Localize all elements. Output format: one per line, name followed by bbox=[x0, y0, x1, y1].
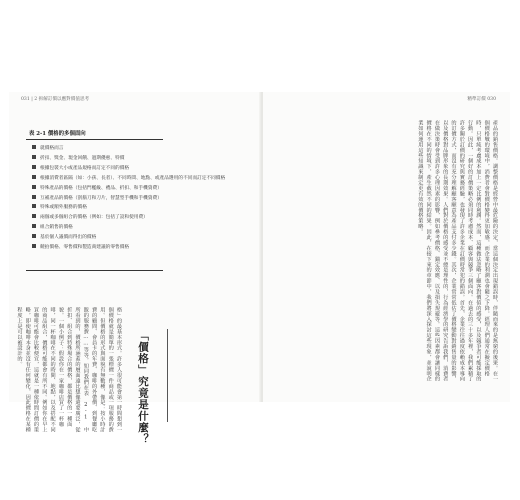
bullet-icon bbox=[32, 214, 36, 218]
section-heading: 「價格」究竟是什麼？ bbox=[137, 330, 149, 445]
bullet-icon bbox=[32, 155, 36, 159]
table-title: 表 2-1 價格的多個面向 bbox=[29, 131, 86, 137]
list-item: 競拍價格、零售價和製造商建議的零售價格 bbox=[32, 243, 163, 253]
bullet-icon bbox=[32, 165, 36, 169]
table-top-rule bbox=[26, 139, 163, 140]
list-item: 互補產品的價格（刮鬍刀和刀片，智慧型手機和手機資費） bbox=[32, 194, 163, 204]
list-item: 特殊或額外服務的價格 bbox=[32, 203, 163, 213]
list-item: 基於個人議價而得出的價格 bbox=[32, 233, 163, 243]
bullet-icon bbox=[32, 175, 36, 179]
list-item: 就價格而言 bbox=[32, 144, 163, 154]
bullet-icon bbox=[32, 244, 36, 248]
right-page bbox=[263, 92, 510, 402]
left-page bbox=[9, 92, 261, 445]
table-bottom-rule bbox=[26, 270, 163, 271]
right-running-head: 精準訂價 030 bbox=[467, 97, 496, 102]
left-running-head: 031 | 2 拆解訂價以應對價值思考 bbox=[21, 97, 90, 102]
bullet-icon bbox=[32, 224, 36, 228]
list-item: 組合銷售的價格 bbox=[32, 223, 163, 233]
list-item: 根據消費者區隔（如：小孩、長者）、不同時間、地點、或產品選用的不同而訂定不同價格 bbox=[32, 174, 163, 184]
bullet-icon bbox=[32, 145, 36, 149]
section-heading-rule bbox=[167, 329, 168, 422]
table-2-1-box bbox=[22, 129, 226, 272]
list-item: 兩個或多個組合的價格（例如：包括了設和使用費） bbox=[32, 213, 163, 223]
right-body-text: 產品的銷售價格。調整價格是經營中最危險的決定，當這個決定出現錯誤時，伴隨而來的是無窮的後果。在一個價格戰的環境中，消費者會對價格變得更加敏感，而企業的利潤也會隨之下降。經理人們通常在擬定價格時，只單純考慮成本加上一定比例的利潤。然而，這種做法忽略了顧客對價值的感受，以及競爭者可能採取的行動。因此，一個好的訂價策略必須同時考慮成本、顧客與競爭三個面向。在過去的三十多年裡，我們累積了許多關於訂價的研究與實務經驗，也發現了許多企業在訂價時常犯的錯誤。首先，企業往往過度依賴成本導向的訂價方式，而沒有充分理解顧客願意為產品支付多少錢。其次，企業常常低估了價格變動對銷售量的影響，以及價格對品牌形象的長期效果。人們對於價格的感受並不總是理性的，行為經濟學的研究告訴我們，消費者在做決策時會受到許多心理因素的影響，例如參考價格、錨定效應、以及損失規避等。這些因素都會讓同樣的價格在不同的情境下，產生截然不同的結果。因此，在接下來的章節中，我們將深入探討這些現象，並說明企業如何運用這些知識來制定更有效的價格策略。 bbox=[417, 120, 498, 382]
bullet-icon bbox=[32, 234, 36, 238]
bullet-icon bbox=[32, 204, 36, 208]
list-item: 根據包裝大小或產品規格而訂定不同的價格 bbox=[32, 164, 163, 174]
table-item-list bbox=[32, 144, 226, 253]
list-item: 折扣、獎金、現金回饋、過期優惠、特價 bbox=[32, 154, 163, 164]
left-body-text: 格」的最基本形式。許多人很可能會第一時間想到一個價格就是簡單的一張標價一件商品或一項服務的費用。但價格的形式與面貌有無數種，像是：按小時計費的顧問、會員卡的年費、咖啡的外帶價、到餐廳吃飯的服務費……等等。如同我們在表 2-1 中所看到的，價格所涵蓋的層面遠比想像還要廣泛，從折扣、組合到特殊場合的價格，都是價格的一種面貌。一個小例子：假設你在一家咖啡店買了一杯咖啡，同一杯咖啡在不同的時間、地點，以及搭配不同的商品組合，價格可能都會有所不同。例如你在早上買咖啡可能會比較便宜，這就是一種依時間訂價的策略，即使咖啡本身並沒有任何變化，因此價格在某種程度上是可以被設計的。 bbox=[16, 307, 122, 433]
list-item: 特殊產品的價格（包括門檻級、禮品、折扣、和手機資費） bbox=[32, 184, 163, 194]
bullet-icon bbox=[32, 185, 36, 189]
bullet-icon bbox=[32, 195, 36, 199]
